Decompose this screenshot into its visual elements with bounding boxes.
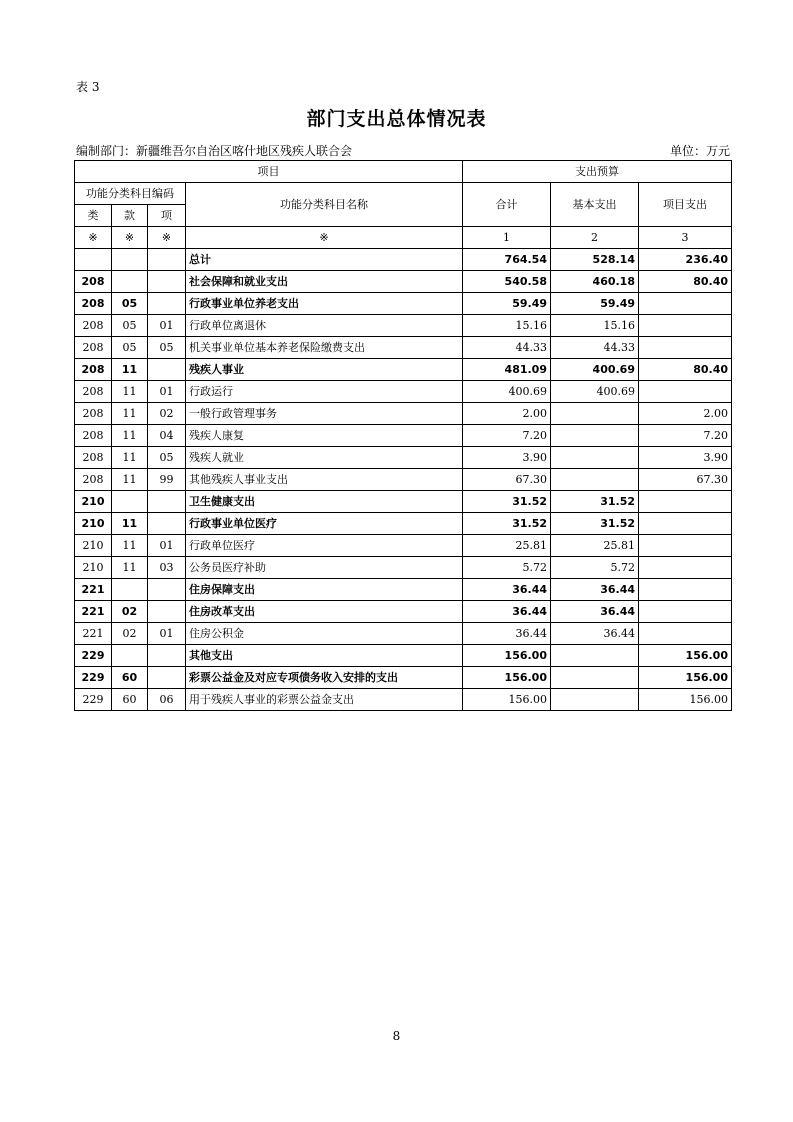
cell-subject-name: 卫生健康支出	[186, 491, 463, 513]
cell-kuan: 11	[112, 403, 148, 425]
cell-subject-name: 社会保障和就业支出	[186, 271, 463, 293]
cell-project: 2.00	[639, 403, 732, 425]
cell-lei	[75, 249, 112, 271]
cell-xiang	[148, 271, 186, 293]
header-xiang: 项	[148, 205, 186, 227]
cell-kuan: 11	[112, 381, 148, 403]
cell-subject-name: 用于残疾人事业的彩票公益金支出	[186, 689, 463, 711]
cell-kuan	[112, 645, 148, 667]
table-row	[75, 381, 732, 403]
cell-lei: 208	[75, 315, 112, 337]
cell-basic: 400.69	[551, 359, 639, 381]
cell-total: 44.33	[463, 337, 551, 359]
col-number-1: 1	[463, 227, 551, 249]
cell-total: 540.58	[463, 271, 551, 293]
table-row	[75, 337, 732, 359]
cell-total: 67.30	[463, 469, 551, 491]
header-project: 项目支出	[639, 183, 732, 227]
cell-lei: 210	[75, 535, 112, 557]
cell-total: 36.44	[463, 579, 551, 601]
cell-basic	[551, 689, 639, 711]
cell-lei: 210	[75, 513, 112, 535]
cell-total: 25.81	[463, 535, 551, 557]
cell-total: 31.52	[463, 491, 551, 513]
header-row-1	[75, 161, 732, 183]
cell-xiang	[148, 579, 186, 601]
header-row-2	[75, 183, 732, 205]
cell-total: 156.00	[463, 689, 551, 711]
cell-basic: 400.69	[551, 381, 639, 403]
table-row	[75, 689, 732, 711]
cell-xiang	[148, 359, 186, 381]
cell-xiang: 05	[148, 447, 186, 469]
cell-project	[639, 513, 732, 535]
col-number-3: 3	[639, 227, 732, 249]
header-budget: 支出预算	[463, 161, 732, 183]
cell-subject-name: 彩票公益金及对应专项债务收入安排的支出	[186, 667, 463, 689]
cell-project	[639, 337, 732, 359]
cell-total: 156.00	[463, 645, 551, 667]
cell-lei: 210	[75, 557, 112, 579]
cell-xiang: 99	[148, 469, 186, 491]
col-number-2: 2	[551, 227, 639, 249]
cell-xiang: 04	[148, 425, 186, 447]
mark-name: ※	[186, 227, 463, 249]
cell-basic: 31.52	[551, 491, 639, 513]
cell-lei: 221	[75, 601, 112, 623]
cell-kuan	[112, 579, 148, 601]
cell-lei: 208	[75, 403, 112, 425]
header-basic: 基本支出	[551, 183, 639, 227]
page-title: 部门支出总体情况表	[306, 108, 487, 130]
cell-basic: 5.72	[551, 557, 639, 579]
table-row	[75, 403, 732, 425]
cell-subject-name: 行政事业单位医疗	[186, 513, 463, 535]
cell-project	[639, 623, 732, 645]
page-number: 8	[392, 1029, 401, 1043]
cell-project: 236.40	[639, 249, 732, 271]
table-row	[75, 667, 732, 689]
cell-kuan: 02	[112, 623, 148, 645]
table-row	[75, 623, 732, 645]
cell-kuan: 02	[112, 601, 148, 623]
cell-lei: 229	[75, 645, 112, 667]
cell-lei: 208	[75, 425, 112, 447]
cell-subject-name: 残疾人康复	[186, 425, 463, 447]
table-row	[75, 579, 732, 601]
cell-project	[639, 579, 732, 601]
cell-kuan	[112, 249, 148, 271]
cell-subject-name: 机关事业单位基本养老保险缴费支出	[186, 337, 463, 359]
cell-basic: 460.18	[551, 271, 639, 293]
cell-total: 36.44	[463, 623, 551, 645]
cell-project	[639, 381, 732, 403]
cell-lei: 208	[75, 337, 112, 359]
cell-basic: 31.52	[551, 513, 639, 535]
cell-project: 3.90	[639, 447, 732, 469]
table-row	[75, 359, 732, 381]
cell-basic	[551, 469, 639, 491]
cell-xiang: 06	[148, 689, 186, 711]
table-row	[75, 293, 732, 315]
table-row	[75, 271, 732, 293]
cell-xiang	[148, 513, 186, 535]
cell-xiang: 01	[148, 381, 186, 403]
cell-total: 7.20	[463, 425, 551, 447]
cell-xiang	[148, 293, 186, 315]
table-row	[75, 315, 732, 337]
cell-lei: 221	[75, 623, 112, 645]
table-row	[75, 535, 732, 557]
cell-total: 156.00	[463, 667, 551, 689]
cell-subject-name: 公务员医疗补助	[186, 557, 463, 579]
cell-basic	[551, 667, 639, 689]
cell-basic: 36.44	[551, 579, 639, 601]
table-row	[75, 447, 732, 469]
cell-basic: 36.44	[551, 623, 639, 645]
cell-basic: 25.81	[551, 535, 639, 557]
cell-basic: 528.14	[551, 249, 639, 271]
cell-project: 7.20	[639, 425, 732, 447]
cell-xiang: 05	[148, 337, 186, 359]
cell-project: 80.40	[639, 271, 732, 293]
cell-lei: 229	[75, 689, 112, 711]
cell-subject-name: 住房改革支出	[186, 601, 463, 623]
cell-kuan: 60	[112, 667, 148, 689]
table-row	[75, 645, 732, 667]
cell-project	[639, 535, 732, 557]
cell-subject-name: 总计	[186, 249, 463, 271]
cell-kuan: 11	[112, 359, 148, 381]
cell-kuan: 60	[112, 689, 148, 711]
cell-total: 36.44	[463, 601, 551, 623]
cell-kuan: 11	[112, 425, 148, 447]
cell-project	[639, 601, 732, 623]
cell-subject-name: 一般行政管理事务	[186, 403, 463, 425]
cell-xiang: 03	[148, 557, 186, 579]
cell-subject-name: 行政运行	[186, 381, 463, 403]
cell-kuan: 11	[112, 513, 148, 535]
table-row	[75, 491, 732, 513]
cell-basic	[551, 425, 639, 447]
cell-total: 3.90	[463, 447, 551, 469]
cell-lei: 208	[75, 293, 112, 315]
cell-total: 481.09	[463, 359, 551, 381]
department-label: 编制部门：新疆维吾尔自治区喀什地区残疾人联合会	[76, 144, 353, 158]
cell-total: 15.16	[463, 315, 551, 337]
cell-lei: 208	[75, 271, 112, 293]
table-row	[75, 557, 732, 579]
cell-project: 67.30	[639, 469, 732, 491]
cell-lei: 208	[75, 381, 112, 403]
cell-total: 5.72	[463, 557, 551, 579]
table-row	[75, 425, 732, 447]
mark-kuan: ※	[112, 227, 148, 249]
cell-basic: 15.16	[551, 315, 639, 337]
header-code-group: 功能分类科目编码	[75, 183, 186, 205]
cell-kuan: 11	[112, 557, 148, 579]
cell-xiang: 01	[148, 535, 186, 557]
cell-basic: 36.44	[551, 601, 639, 623]
cell-total: 31.52	[463, 513, 551, 535]
cell-project: 80.40	[639, 359, 732, 381]
mark-xiang: ※	[148, 227, 186, 249]
cell-basic: 44.33	[551, 337, 639, 359]
cell-basic	[551, 645, 639, 667]
table-row	[75, 601, 732, 623]
table-row	[75, 249, 732, 271]
cell-basic: 59.49	[551, 293, 639, 315]
cell-xiang	[148, 667, 186, 689]
cell-subject-name: 残疾人事业	[186, 359, 463, 381]
cell-project: 156.00	[639, 645, 732, 667]
table-number: 表 3	[76, 80, 100, 94]
cell-kuan: 11	[112, 447, 148, 469]
cell-lei: 210	[75, 491, 112, 513]
cell-xiang	[148, 491, 186, 513]
header-row-4	[75, 227, 732, 249]
cell-xiang	[148, 249, 186, 271]
cell-subject-name: 其他支出	[186, 645, 463, 667]
table-row	[75, 513, 732, 535]
cell-xiang	[148, 601, 186, 623]
cell-xiang	[148, 645, 186, 667]
cell-basic	[551, 403, 639, 425]
expenditure-table	[74, 160, 732, 711]
mark-lei: ※	[75, 227, 112, 249]
cell-subject-name: 行政单位离退休	[186, 315, 463, 337]
cell-project: 156.00	[639, 667, 732, 689]
cell-project	[639, 315, 732, 337]
cell-xiang: 01	[148, 623, 186, 645]
cell-kuan: 11	[112, 469, 148, 491]
cell-subject-name: 行政事业单位养老支出	[186, 293, 463, 315]
cell-project	[639, 491, 732, 513]
header-subject-name: 功能分类科目名称	[186, 183, 463, 227]
cell-lei: 208	[75, 447, 112, 469]
cell-kuan	[112, 491, 148, 513]
cell-lei: 229	[75, 667, 112, 689]
cell-subject-name: 行政单位医疗	[186, 535, 463, 557]
cell-total: 2.00	[463, 403, 551, 425]
cell-kuan: 11	[112, 535, 148, 557]
cell-lei: 208	[75, 359, 112, 381]
unit-label: 单位：万元	[670, 144, 731, 158]
cell-subject-name: 住房公积金	[186, 623, 463, 645]
header-total: 合计	[463, 183, 551, 227]
cell-project: 156.00	[639, 689, 732, 711]
cell-project	[639, 557, 732, 579]
cell-kuan: 05	[112, 315, 148, 337]
cell-xiang: 01	[148, 315, 186, 337]
cell-kuan: 05	[112, 293, 148, 315]
cell-subject-name: 其他残疾人事业支出	[186, 469, 463, 491]
cell-project	[639, 293, 732, 315]
cell-lei: 221	[75, 579, 112, 601]
cell-total: 764.54	[463, 249, 551, 271]
cell-subject-name: 住房保障支出	[186, 579, 463, 601]
cell-total: 400.69	[463, 381, 551, 403]
cell-xiang: 02	[148, 403, 186, 425]
header-item: 项目	[75, 161, 463, 183]
header-kuan: 款	[112, 205, 148, 227]
cell-lei: 208	[75, 469, 112, 491]
cell-basic	[551, 447, 639, 469]
cell-subject-name: 残疾人就业	[186, 447, 463, 469]
header-lei: 类	[75, 205, 112, 227]
cell-kuan	[112, 271, 148, 293]
cell-kuan: 05	[112, 337, 148, 359]
table-row	[75, 469, 732, 491]
cell-total: 59.49	[463, 293, 551, 315]
